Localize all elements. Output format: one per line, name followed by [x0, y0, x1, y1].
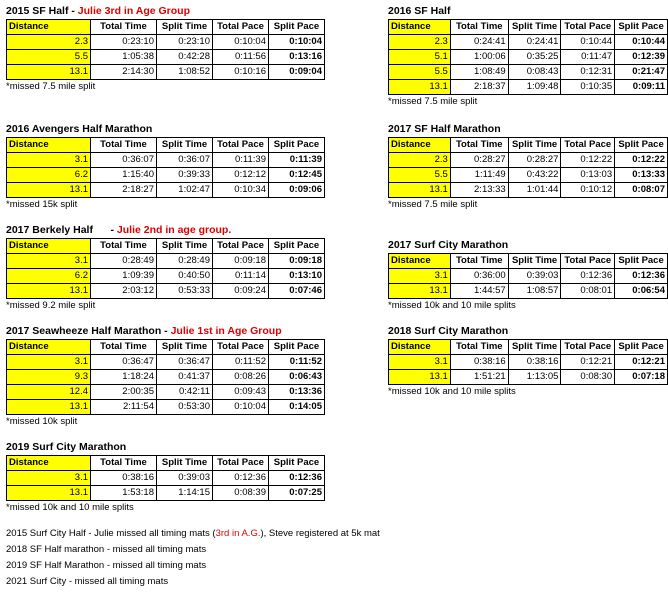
footnote-text: 2021 Surf City - missed all timing mats — [6, 576, 169, 587]
total-pace-cell: 0:10:04 — [213, 400, 269, 415]
footnote-highlight: 3rd in A.G. — [215, 528, 261, 539]
award-highlight: Julie 1st in Age Group — [170, 325, 282, 337]
column-header: Total Pace — [561, 20, 615, 35]
column-header: Total Pace — [213, 20, 269, 35]
column-header: Split Pace — [269, 20, 325, 35]
column-header: Total Time — [91, 138, 157, 153]
distance-cell: 3.1 — [7, 355, 91, 370]
column-header: Distance — [7, 20, 91, 35]
race-name: 2017 Seawheeze Half Marathon — [6, 325, 162, 337]
total-pace-cell: 0:08:30 — [561, 370, 615, 385]
split-time-cell: 1:08:52 — [157, 65, 213, 80]
total-time-cell: 0:38:16 — [450, 355, 508, 370]
column-header: Total Time — [450, 254, 508, 269]
distance-cell: 5.5 — [389, 65, 451, 80]
split-pace-cell: 0:07:46 — [269, 284, 325, 299]
distance-cell: 13.1 — [7, 486, 91, 501]
split-time-cell: 1:08:57 — [508, 284, 561, 299]
column-header: Total Pace — [213, 239, 269, 254]
table-row — [389, 65, 668, 80]
total-time-cell: 1:51:21 — [450, 370, 508, 385]
race-block-2018-surf-city — [388, 323, 668, 399]
race-title — [6, 222, 325, 238]
total-time-cell: 0:23:10 — [91, 35, 157, 50]
missed-split-note: *missed 9.2 mile split — [6, 300, 96, 311]
table-header-row — [7, 340, 325, 355]
missed-split-note: *missed 15k split — [6, 199, 78, 210]
table-row — [7, 183, 325, 198]
split-time-cell: 0:38:16 — [508, 355, 561, 370]
total-time-cell: 1:08:49 — [450, 65, 508, 80]
total-pace-cell: 0:09:18 — [213, 254, 269, 269]
split-time-cell: 0:28:49 — [157, 254, 213, 269]
total-time-cell: 0:38:16 — [91, 471, 157, 486]
total-pace-cell: 0:10:04 — [213, 35, 269, 50]
column-header: Distance — [7, 138, 91, 153]
total-pace-cell: 0:12:22 — [561, 153, 615, 168]
distance-cell: 3.1 — [7, 471, 91, 486]
table-row — [389, 35, 668, 50]
table-row — [7, 50, 325, 65]
total-pace-cell: 0:11:56 — [213, 50, 269, 65]
total-pace-cell: 0:10:44 — [561, 35, 615, 50]
column-header: Distance — [7, 340, 91, 355]
column-header: Split Time — [157, 239, 213, 254]
race-name: 2017 SF Half Marathon — [388, 123, 501, 135]
total-pace-cell: 0:12:36 — [213, 471, 269, 486]
table-row — [7, 284, 325, 299]
distance-cell: 13.1 — [389, 183, 451, 198]
footnote-line — [6, 560, 206, 571]
total-time-cell: 2:11:54 — [91, 400, 157, 415]
split-time-cell: 0:36:47 — [157, 355, 213, 370]
total-time-cell: 0:36:07 — [91, 153, 157, 168]
column-header: Distance — [389, 254, 451, 269]
footnote-text: 2019 SF Half Marathon - missed all timing mats — [6, 560, 207, 571]
race-name: 2017 Berkely Half — [6, 224, 93, 236]
column-header: Total Time — [91, 340, 157, 355]
total-time-cell: 0:36:00 — [450, 269, 508, 284]
split-time-cell: 1:09:48 — [508, 80, 561, 95]
distance-cell: 13.1 — [7, 183, 91, 198]
distance-cell: 9.3 — [7, 370, 91, 385]
split-pace-cell: 0:21:47 — [615, 65, 668, 80]
column-header: Split Time — [508, 254, 561, 269]
table-row — [389, 50, 668, 65]
table-header-row — [389, 254, 668, 269]
column-header: Distance — [7, 456, 91, 471]
race-title — [388, 3, 668, 19]
table-row — [389, 284, 668, 299]
column-header: Split Time — [508, 340, 561, 355]
split-pace-cell: 0:09:06 — [269, 183, 325, 198]
distance-cell: 2.3 — [389, 153, 451, 168]
total-time-cell: 1:11:49 — [450, 168, 508, 183]
column-header: Split Pace — [269, 340, 325, 355]
total-pace-cell: 0:11:14 — [213, 269, 269, 284]
split-pace-cell: 0:11:52 — [269, 355, 325, 370]
split-pace-cell: 0:07:25 — [269, 486, 325, 501]
total-time-cell: 0:28:27 — [450, 153, 508, 168]
column-header: Split Time — [157, 138, 213, 153]
race-block-2019-surf-city — [6, 439, 325, 515]
split-time-cell: 0:36:07 — [157, 153, 213, 168]
total-time-cell: 1:44:57 — [450, 284, 508, 299]
total-pace-cell: 0:12:31 — [561, 65, 615, 80]
distance-cell: 13.1 — [389, 370, 451, 385]
split-pace-cell: 0:09:04 — [269, 65, 325, 80]
missed-split-note: *missed 10k and 10 mile splits — [388, 386, 516, 397]
total-time-cell: 1:00:06 — [450, 50, 508, 65]
distance-cell: 13.1 — [7, 400, 91, 415]
table-row — [7, 471, 325, 486]
total-pace-cell: 0:10:12 — [561, 183, 615, 198]
total-pace-cell: 0:11:47 — [561, 50, 615, 65]
split-pace-cell: 0:13:36 — [269, 385, 325, 400]
table-row — [7, 153, 325, 168]
total-time-cell: 2:13:33 — [450, 183, 508, 198]
table-row — [7, 65, 325, 80]
split-pace-cell: 0:06:43 — [269, 370, 325, 385]
split-pace-cell: 0:14:05 — [269, 400, 325, 415]
total-time-cell: 2:03:12 — [91, 284, 157, 299]
table-header-row — [7, 239, 325, 254]
split-pace-cell: 0:12:36 — [615, 269, 668, 284]
split-time-cell: 0:53:33 — [157, 284, 213, 299]
split-time-cell: 0:35:25 — [508, 50, 561, 65]
distance-cell: 3.1 — [389, 269, 451, 284]
missed-split-note: *missed 10k split — [6, 416, 78, 427]
split-time-cell: 0:23:10 — [157, 35, 213, 50]
split-pace-cell: 0:13:10 — [269, 269, 325, 284]
split-time-cell: 0:40:50 — [157, 269, 213, 284]
total-pace-cell: 0:09:24 — [213, 284, 269, 299]
total-time-cell: 2:18:27 — [91, 183, 157, 198]
footnote-text-end: ), Steve registered at 5k mat — [260, 528, 380, 539]
column-header: Total Time — [91, 456, 157, 471]
race-title — [6, 439, 325, 455]
split-time-cell: 0:24:41 — [508, 35, 561, 50]
split-time-cell: 1:02:47 — [157, 183, 213, 198]
missed-split-note: *missed 10k and 10 mile splits — [388, 300, 516, 311]
splits-table — [388, 253, 668, 299]
table-row — [389, 183, 668, 198]
column-header: Distance — [389, 138, 451, 153]
total-time-cell: 2:14:30 — [91, 65, 157, 80]
total-pace-cell: 0:09:43 — [213, 385, 269, 400]
split-time-cell: 0:42:28 — [157, 50, 213, 65]
missed-split-note: *missed 7.5 mile split — [6, 81, 96, 92]
column-header: Split Pace — [615, 20, 668, 35]
total-pace-cell: 0:12:21 — [561, 355, 615, 370]
splits-table — [388, 19, 668, 95]
race-name: 2017 Surf City Marathon — [388, 239, 509, 251]
table-row — [7, 35, 325, 50]
award-highlight: Julie 2nd in age group. — [116, 224, 232, 236]
column-header: Total Pace — [561, 340, 615, 355]
column-header: Split Pace — [269, 239, 325, 254]
table-row — [389, 370, 668, 385]
splits-table — [388, 137, 668, 198]
total-pace-cell: 0:10:16 — [213, 65, 269, 80]
column-header: Total Pace — [561, 254, 615, 269]
race-block-2017-seawheeze-half — [6, 323, 325, 429]
race-block-2015-sf-half — [6, 3, 325, 94]
total-time-cell: 1:18:24 — [91, 370, 157, 385]
table-header-row — [7, 138, 325, 153]
column-header: Distance — [7, 239, 91, 254]
split-time-cell: 0:39:03 — [157, 471, 213, 486]
column-header: Split Time — [157, 456, 213, 471]
race-name: 2016 Avengers Half Marathon — [6, 123, 153, 135]
split-pace-cell: 0:06:54 — [615, 284, 668, 299]
footnote-line — [6, 576, 168, 587]
table-row — [7, 168, 325, 183]
distance-cell: 2.3 — [7, 35, 91, 50]
footnote-line — [6, 544, 206, 555]
split-time-cell: 0:53:30 — [157, 400, 213, 415]
split-time-cell: 1:13:05 — [508, 370, 561, 385]
race-block-2016-avengers-half — [6, 121, 325, 212]
table-row — [389, 153, 668, 168]
table-row — [7, 400, 325, 415]
missed-split-note: *missed 7.5 mile split — [388, 96, 478, 107]
total-time-cell: 2:00:35 — [91, 385, 157, 400]
table-row — [7, 486, 325, 501]
total-pace-cell: 0:12:36 — [561, 269, 615, 284]
distance-cell: 6.2 — [7, 168, 91, 183]
table-row — [7, 254, 325, 269]
title-separator: - — [161, 325, 171, 337]
missed-split-note: *missed 10k and 10 mile splits — [6, 502, 134, 513]
race-title — [388, 237, 668, 253]
table-row — [7, 355, 325, 370]
total-time-cell: 1:53:18 — [91, 486, 157, 501]
column-header: Total Time — [450, 138, 508, 153]
column-header: Split Pace — [615, 340, 668, 355]
table-row — [389, 168, 668, 183]
split-time-cell: 0:41:37 — [157, 370, 213, 385]
column-header: Total Time — [91, 20, 157, 35]
table-header-row — [389, 20, 668, 35]
split-pace-cell: 0:13:33 — [615, 168, 668, 183]
total-time-cell: 1:15:40 — [91, 168, 157, 183]
race-title — [6, 3, 325, 19]
race-name: 2018 Surf City Marathon — [388, 325, 509, 337]
race-block-2017-berkely-half — [6, 222, 325, 313]
column-header: Total Time — [450, 340, 508, 355]
distance-cell: 13.1 — [7, 284, 91, 299]
column-header: Total Pace — [213, 456, 269, 471]
distance-cell: 5.5 — [389, 168, 451, 183]
distance-cell: 5.1 — [389, 50, 451, 65]
table-row — [389, 80, 668, 95]
column-header: Split Pace — [615, 138, 668, 153]
table-header-row — [389, 340, 668, 355]
table-header-row — [389, 138, 668, 153]
race-name: 2016 SF Half — [388, 5, 451, 17]
split-pace-cell: 0:10:04 — [269, 35, 325, 50]
split-pace-cell: 0:12:39 — [615, 50, 668, 65]
race-title — [388, 121, 668, 137]
split-pace-cell: 0:10:44 — [615, 35, 668, 50]
total-time-cell: 0:24:41 — [450, 35, 508, 50]
splits-table — [6, 19, 325, 80]
footnote-line — [6, 528, 380, 539]
total-pace-cell: 0:13:03 — [561, 168, 615, 183]
split-pace-cell: 0:12:45 — [269, 168, 325, 183]
splits-table — [6, 238, 325, 299]
column-header: Total Time — [450, 20, 508, 35]
column-header: Split Time — [157, 340, 213, 355]
split-pace-cell: 0:12:36 — [269, 471, 325, 486]
split-pace-cell: 0:12:21 — [615, 355, 668, 370]
split-pace-cell: 0:07:18 — [615, 370, 668, 385]
column-header: Distance — [389, 20, 451, 35]
distance-cell: 13.1 — [389, 80, 451, 95]
total-time-cell: 1:05:38 — [91, 50, 157, 65]
race-name: 2015 SF Half — [6, 5, 69, 17]
column-header: Split Pace — [269, 138, 325, 153]
total-pace-cell: 0:11:39 — [213, 153, 269, 168]
splits-table — [6, 339, 325, 415]
table-row — [7, 269, 325, 284]
race-title — [388, 323, 668, 339]
split-time-cell: 0:39:33 — [157, 168, 213, 183]
column-header: Total Pace — [561, 138, 615, 153]
total-pace-cell: 0:08:26 — [213, 370, 269, 385]
distance-cell: 13.1 — [389, 284, 451, 299]
race-block-2016-sf-half — [388, 3, 668, 109]
award-highlight: Julie 3rd in Age Group — [77, 5, 191, 17]
title-separator: - — [92, 224, 117, 236]
table-row — [7, 370, 325, 385]
column-header: Total Pace — [213, 340, 269, 355]
column-header: Distance — [389, 340, 451, 355]
total-pace-cell: 0:08:39 — [213, 486, 269, 501]
column-header: Split Time — [508, 138, 561, 153]
split-time-cell: 0:28:27 — [508, 153, 561, 168]
total-pace-cell: 0:08:01 — [561, 284, 615, 299]
distance-cell: 3.1 — [7, 153, 91, 168]
column-header: Total Pace — [213, 138, 269, 153]
distance-cell: 2.3 — [389, 35, 451, 50]
race-name: 2019 Surf City Marathon — [6, 441, 127, 453]
split-time-cell: 0:39:03 — [508, 269, 561, 284]
missed-split-note: *missed 7.5 mile split — [388, 199, 478, 210]
table-header-row — [7, 20, 325, 35]
split-time-cell: 1:01:44 — [508, 183, 561, 198]
column-header: Total Time — [91, 239, 157, 254]
splits-table — [6, 455, 325, 501]
split-pace-cell: 0:12:22 — [615, 153, 668, 168]
total-pace-cell: 0:10:34 — [213, 183, 269, 198]
total-pace-cell: 0:10:35 — [561, 80, 615, 95]
column-header: Split Pace — [615, 254, 668, 269]
split-time-cell: 0:42:11 — [157, 385, 213, 400]
race-title — [6, 323, 325, 339]
total-time-cell: 1:09:39 — [91, 269, 157, 284]
distance-cell: 13.1 — [7, 65, 91, 80]
distance-cell: 3.1 — [7, 254, 91, 269]
split-pace-cell: 0:13:16 — [269, 50, 325, 65]
split-pace-cell: 0:09:18 — [269, 254, 325, 269]
distance-cell: 3.1 — [389, 355, 451, 370]
footnote-text: 2015 Surf City Half - Julie missed all timing mats ( — [6, 528, 216, 539]
table-row — [389, 355, 668, 370]
distance-cell: 5.5 — [7, 50, 91, 65]
title-separator: - — [68, 5, 78, 17]
column-header: Split Pace — [269, 456, 325, 471]
splits-table — [388, 339, 668, 385]
column-header: Split Time — [157, 20, 213, 35]
total-pace-cell: 0:12:12 — [213, 168, 269, 183]
column-header: Split Time — [508, 20, 561, 35]
total-time-cell: 0:36:47 — [91, 355, 157, 370]
race-title — [6, 121, 325, 137]
distance-cell: 12.4 — [7, 385, 91, 400]
split-pace-cell: 0:09:11 — [615, 80, 668, 95]
split-time-cell: 0:08:43 — [508, 65, 561, 80]
table-row — [7, 385, 325, 400]
race-block-2017-surf-city — [388, 237, 668, 313]
total-time-cell: 2:18:37 — [450, 80, 508, 95]
race-block-2017-sf-half — [388, 121, 668, 212]
split-time-cell: 1:14:15 — [157, 486, 213, 501]
split-time-cell: 0:43:22 — [508, 168, 561, 183]
footnote-text: 2018 SF Half marathon - missed all timing mats — [6, 544, 207, 555]
split-pace-cell: 0:11:39 — [269, 153, 325, 168]
distance-cell: 6.2 — [7, 269, 91, 284]
splits-table — [6, 137, 325, 198]
total-time-cell: 0:28:49 — [91, 254, 157, 269]
split-pace-cell: 0:08:07 — [615, 183, 668, 198]
total-pace-cell: 0:11:52 — [213, 355, 269, 370]
table-header-row — [7, 456, 325, 471]
table-row — [389, 269, 668, 284]
